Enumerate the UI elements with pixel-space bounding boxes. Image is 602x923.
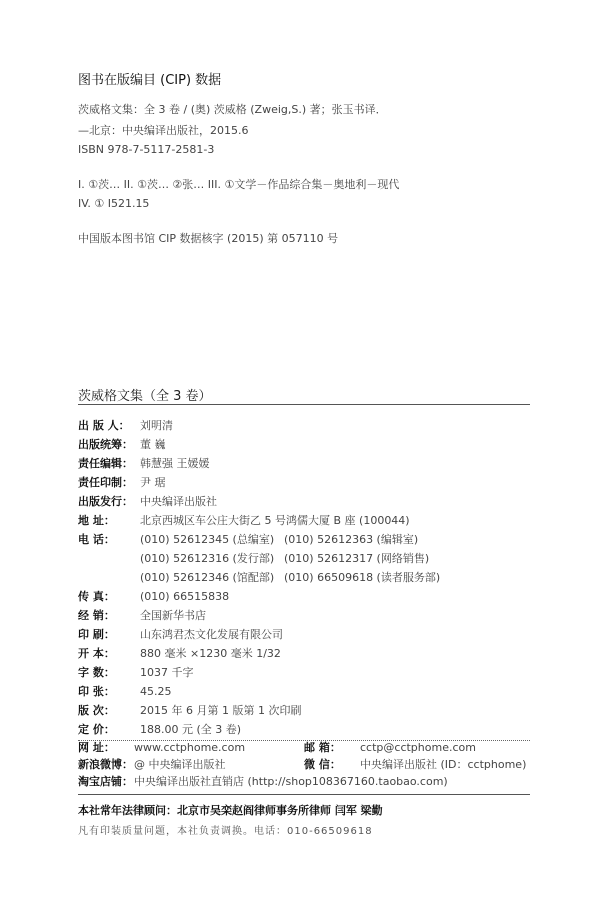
field-row	[78, 608, 206, 624]
wechat-value: 中央编译出版社 (ID：cctphome)	[360, 758, 527, 771]
field-row	[78, 665, 194, 681]
field-value: (010) 66515838	[140, 590, 230, 603]
field-value-secondary: (010) 66509618 (读者服务部)	[284, 571, 441, 584]
field-value: 880 毫米 ×1230 毫米 1/32	[140, 647, 281, 660]
cip-verification-number: 中国版本图书馆 CIP 数据核字 (2015) 第 057110 号	[78, 232, 339, 245]
book-title: 茨威格文集（全 3 卷）	[78, 389, 212, 404]
field-label: 地 址：	[78, 514, 115, 527]
field-row	[78, 494, 217, 510]
cip-classification: I. ①茨… II. ①茨… ②张… III. ①文学－作品综合集－奥地利－现代	[78, 178, 400, 191]
email-link[interactable]: cctp@cctphome.com	[360, 741, 476, 754]
weibo-row	[78, 757, 226, 773]
field-row	[78, 456, 210, 472]
field-row	[78, 646, 281, 662]
field-value: (010) 52612316 (发行部)	[140, 552, 275, 565]
field-value: 尹 琚	[140, 476, 166, 489]
field-value: (010) 52612346 (馆配部)	[140, 571, 275, 584]
legal-counsel: 本社常年法律顾问：北京市吴栾赵阎律师事务所律师 闫军 梁勤	[78, 804, 383, 817]
field-row	[78, 532, 530, 548]
field-value: 董 巍	[140, 438, 166, 451]
weibo-value: @ 中央编译出版社	[134, 758, 226, 771]
field-label: 出版发行：	[78, 495, 133, 508]
cip-line: —北京：中央编译出版社，2015.6	[78, 124, 249, 137]
field-value: 1037 千字	[140, 666, 194, 679]
website-link[interactable]: www.cctphome.com	[134, 741, 246, 754]
wechat-row	[304, 757, 526, 773]
field-row	[78, 589, 229, 605]
taobao-row	[78, 774, 448, 790]
field-label: 版 次：	[78, 704, 115, 717]
field-row	[78, 475, 166, 491]
field-row	[78, 437, 166, 453]
field-label: 字 数：	[78, 666, 115, 679]
field-value: (010) 52612345 (总编室)	[140, 533, 275, 546]
cip-classification-code: IV. ① I521.15	[78, 197, 150, 210]
email-row	[304, 740, 476, 756]
cip-isbn: ISBN 978-7-5117-2581-3	[78, 143, 215, 156]
divider	[78, 794, 530, 795]
field-label: 电 话：	[78, 533, 115, 546]
taobao-label: 淘宝店铺：	[78, 775, 133, 788]
field-row	[78, 627, 283, 643]
quality-notice: 凡有印装质量问题，本社负责调换。电话：010-66509618	[78, 826, 373, 837]
wechat-label: 微 信：	[304, 758, 341, 771]
field-label: 责任编辑：	[78, 457, 133, 470]
field-label: 出 版 人：	[78, 419, 130, 432]
cip-title: 图书在版编目 (CIP) 数据	[78, 73, 222, 88]
email-label: 邮 箱：	[304, 741, 341, 754]
field-value: 山东鸿君杰文化发展有限公司	[140, 628, 283, 641]
website-label: 网 址：	[78, 741, 115, 754]
field-value: 韩慧强 王媛媛	[140, 457, 210, 470]
field-row	[78, 722, 241, 738]
field-label: 定 价：	[78, 723, 115, 736]
field-value: 全国新华书店	[140, 609, 206, 622]
field-row	[78, 513, 410, 529]
field-label: 出版统筹：	[78, 438, 133, 451]
field-value: 188.00 元 (全 3 卷)	[140, 723, 242, 736]
cip-line: 茨威格文集：全 3 卷 / (奥) 茨威格 (Zweig,S.) 著；张玉书译．	[78, 103, 387, 116]
field-label: 责任印制：	[78, 476, 133, 489]
field-row	[78, 570, 530, 586]
field-label: 开 本：	[78, 647, 115, 660]
field-value: 刘明清	[140, 419, 173, 432]
field-label: 经 销：	[78, 609, 115, 622]
field-label: 传 真：	[78, 590, 115, 603]
divider	[78, 404, 530, 405]
weibo-label: 新浪微博：	[78, 758, 133, 771]
field-label: 印 张：	[78, 685, 115, 698]
field-row	[78, 684, 172, 700]
field-value: 2015 年 6 月第 1 版第 1 次印刷	[140, 704, 302, 717]
field-value: 45.25	[140, 685, 172, 698]
field-label: 印 刷：	[78, 628, 115, 641]
field-value-secondary: (010) 52612363 (编辑室)	[284, 533, 419, 546]
field-value: 中央编译出版社	[140, 495, 217, 508]
taobao-link[interactable]: 中央编译出版社直销店 (http://shop108367160.taobao.com)	[134, 775, 448, 788]
field-value-secondary: (010) 52612317 (网络销售)	[284, 552, 430, 565]
field-value: 北京西城区车公庄大街乙 5 号鸿儒大厦 B 座 (100044)	[140, 514, 410, 527]
field-row	[78, 703, 301, 719]
website-row	[78, 740, 245, 756]
field-row	[78, 418, 173, 434]
field-row	[78, 551, 530, 567]
